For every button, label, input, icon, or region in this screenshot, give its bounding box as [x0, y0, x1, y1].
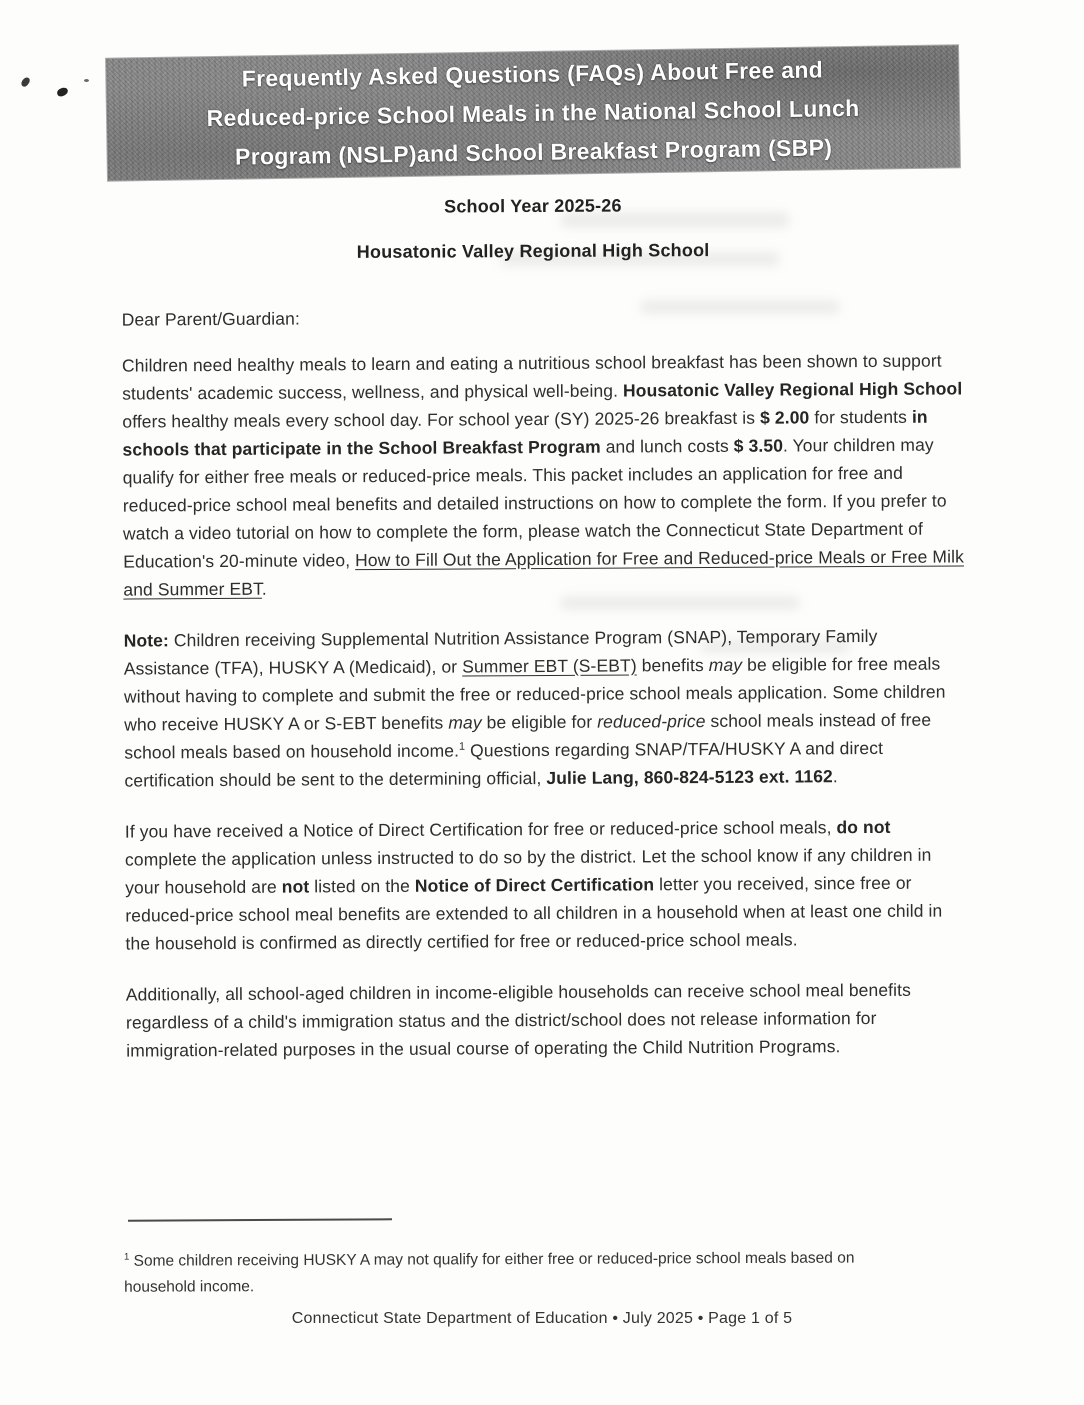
text-segment: .: [832, 766, 838, 787]
text-segment: Notice of Direct Certification: [414, 874, 655, 896]
text-segment: not: [281, 876, 310, 897]
text-segment: do not: [836, 816, 891, 838]
footnote-marker: 1: [123, 1251, 130, 1263]
text-segment: reduced-price: [597, 711, 706, 732]
banner-title-line-2: Reduced-price School Meals in the National School Lunch: [206, 94, 860, 131]
text-segment: Children need healthy meals to learn and eating a nutritious school breakfast has been shown to support students' academic success, wellness, and physical well-being.: [121, 350, 942, 404]
letter-body: [122, 300, 969, 1087]
banner-title-line-1: Frequently Asked Questions (FAQs) About Free and: [241, 55, 824, 92]
text-segment: . Your children may qualify for either free meals or reduced-price meals. This packet includes an application for free and reduced-price school meal benefits and detailed instructions on how to complete the form. If you prefer to watch a video tutorial on how to complete the form, please watch the Connecticut State Department of Education's 20-minute video,: [122, 434, 947, 572]
ink-speck: [20, 76, 31, 88]
text-segment: complete the application unless instructed to do so by the district. Let the school know if any children in your household are: [124, 844, 932, 898]
page-footer: Connecticut State Department of Education • July 2025 • Page 1 of 5: [291, 1310, 793, 1327]
text-segment: Children receiving Supplemental Nutrition Assistance Program (SNAP), Temporary Family Assistance (TFA), HUSKY A (Medicaid), or: [123, 625, 878, 679]
school-year-heading: School Year 2025-26: [444, 195, 622, 217]
ink-speck: [84, 79, 89, 82]
school-name-heading: Housatonic Valley Regional High School: [356, 240, 710, 262]
footnote-text: [124, 1245, 924, 1300]
banner-title-line-3: Program (NSLP)and School Breakfast Program (SBP): [234, 133, 833, 170]
paragraph-immigration: [126, 975, 968, 1064]
ink-speck: [56, 87, 69, 98]
breakfast-price: $ 2.00: [760, 407, 810, 428]
paragraph-direct-certification: [125, 812, 968, 957]
determining-official-contact: Julie Lang, 860-824-5123 ext. 1162: [546, 766, 833, 788]
text-segment: If you have received a Notice of Direct Certification for free or reduced-price school meals,: [124, 817, 837, 842]
summer-ebt-link: Summer EBT (S-EBT): [462, 655, 637, 677]
note-label: Note:: [123, 630, 169, 651]
text-segment: and lunch costs: [600, 435, 734, 457]
document-headings: [107, 194, 959, 264]
text-segment: letter you received, since free or reduced-price school meal benefits are extended to all children in a household when at least one child in the household is confirmed as directly certified for free or reduced-price school meals.: [125, 872, 943, 954]
text-segment: for students: [809, 406, 912, 428]
text-segment: be eligible for: [481, 711, 598, 733]
video-tutorial-link: How to Fill Out the Application for Free and Reduced-price Meals or Free Milk and Summer EBT: [123, 546, 964, 600]
text-segment: be eligible for free meals without having to complete and submit the free or reduced-price school meals application. Some children who receive HUSKY A or S-EBT benefits: [123, 653, 946, 735]
text-segment: may: [708, 654, 743, 675]
salutation: Dear Parent/Guardian:: [121, 308, 300, 330]
text-segment: school meals instead of free school meals based on household income.: [124, 709, 932, 763]
text-segment: Additionally, all school-aged children in income-eligible households can receive school meal benefits regardless of a child's immigration status and the district/school does not release information for immigration-related purposes in the usual course of operating the Child Nutrition Programs.: [125, 979, 911, 1061]
paragraph-intro: [122, 346, 966, 603]
text-segment: Some children receiving HUSKY A may not qualify for either free or reduced-price school meals based on household income.: [124, 1249, 855, 1296]
school-name-bold: Housatonic Valley Regional High School: [622, 378, 963, 401]
text-segment: offers healthy meals every school day. For school year (SY) 2025-26 breakfast is: [122, 407, 761, 432]
footnote-separator: [128, 1218, 392, 1221]
paragraph-note: [124, 621, 967, 794]
lunch-price: $ 3.50: [733, 435, 784, 456]
footnote-marker: 1: [458, 740, 466, 753]
text-segment: in schools that participate in the School Breakfast Program: [122, 406, 928, 460]
text-segment: Questions regarding SNAP/TFA/HUSKY A and direct certification should be sent to the determining official,: [124, 737, 884, 791]
title-banner: [106, 45, 960, 180]
text-segment: may: [448, 712, 482, 733]
text-segment: listed on the: [309, 875, 415, 897]
text-segment: .: [261, 578, 267, 599]
text-segment: benefits: [636, 654, 709, 676]
